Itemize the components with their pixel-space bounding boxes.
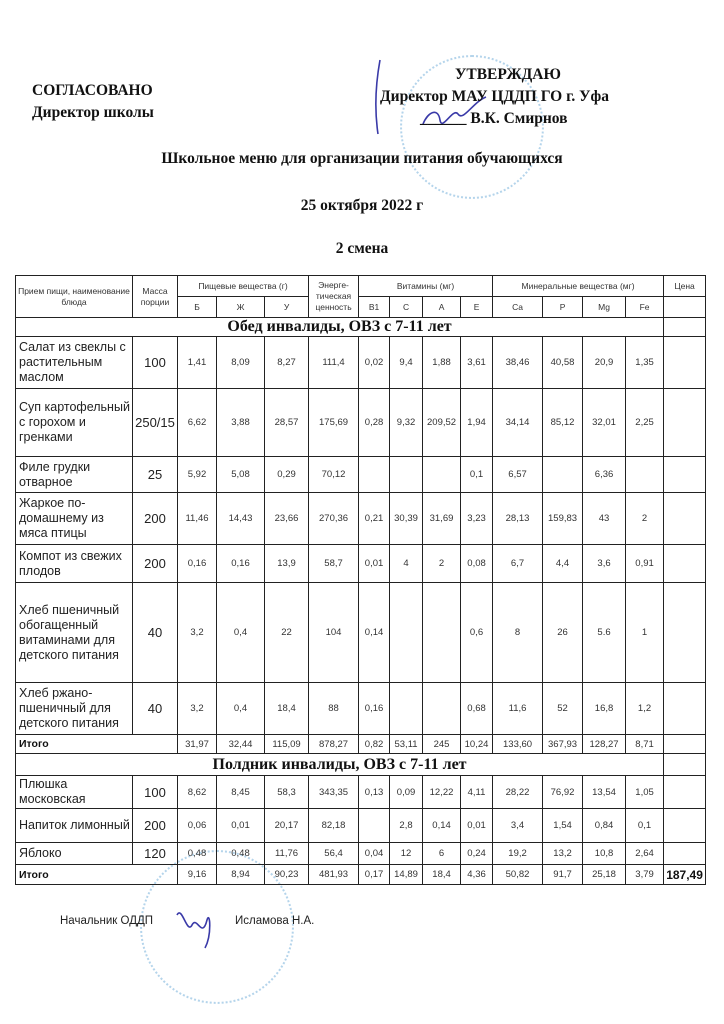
value-c: 12	[390, 843, 423, 865]
footer-position: Начальник ОДДП	[60, 915, 154, 927]
value-b1: 0,02	[359, 337, 390, 389]
dish-mass: 200	[133, 809, 178, 843]
value-c: 2,8	[390, 809, 423, 843]
value-e: 3,23	[461, 493, 493, 545]
total-e: 10,24	[461, 735, 493, 754]
value-energy: 175,69	[309, 389, 359, 457]
header-mass: Масса порции	[133, 276, 178, 318]
header-energy: Энерге-тическая ценность	[309, 276, 359, 318]
value-fe: 1,05	[626, 776, 664, 809]
value-ca: 19,2	[493, 843, 543, 865]
value-u: 22	[265, 583, 309, 683]
value-fe: 1,2	[626, 683, 664, 735]
value-b: 11,46	[178, 493, 217, 545]
value-zh: 8,09	[217, 337, 265, 389]
value-u: 58,3	[265, 776, 309, 809]
value-b: 5,92	[178, 457, 217, 493]
header-price-empty	[664, 297, 706, 318]
footer-name: Исламова Н.А.	[235, 915, 315, 927]
value-p: 85,12	[543, 389, 583, 457]
total-u: 90,23	[265, 865, 309, 885]
value-u: 11,76	[265, 843, 309, 865]
total-energy: 481,93	[309, 865, 359, 885]
value-energy: 270,36	[309, 493, 359, 545]
total-row	[16, 865, 706, 885]
value-b: 8,62	[178, 776, 217, 809]
value-u: 20,17	[265, 809, 309, 843]
total-fe: 3,79	[626, 865, 664, 885]
approval-right-position: Директор МАУ ЦДДП ГО г. Уфа	[380, 88, 610, 105]
value-fe: 0,1	[626, 809, 664, 843]
total-price: 187,49	[664, 865, 706, 885]
dish-name: Жаркое по-домашнему из мяса птицы	[16, 493, 133, 545]
value-price	[664, 776, 706, 809]
dish-mass: 200	[133, 493, 178, 545]
total-b1: 0,82	[359, 735, 390, 754]
value-ca: 28,22	[493, 776, 543, 809]
value-c	[390, 583, 423, 683]
value-p: 4,4	[543, 545, 583, 583]
total-label: Итого	[16, 865, 178, 885]
dish-name: Хлеб пшеничный обогащенный витаминами для детского питания	[16, 583, 133, 683]
value-c: 30,39	[390, 493, 423, 545]
price-cell	[664, 754, 706, 776]
section-lunch	[16, 318, 706, 754]
value-zh: 0,16	[217, 545, 265, 583]
dish-name: Напиток лимонный	[16, 809, 133, 843]
value-c: 4	[390, 545, 423, 583]
value-u: 13,9	[265, 545, 309, 583]
value-fe: 1	[626, 583, 664, 683]
total-b1: 0,17	[359, 865, 390, 885]
total-zh: 32,44	[217, 735, 265, 754]
value-p: 40,58	[543, 337, 583, 389]
value-price	[664, 389, 706, 457]
value-zh: 3,88	[217, 389, 265, 457]
dish-name: Суп картофельный с горохом и гренками	[16, 389, 133, 457]
value-price	[664, 493, 706, 545]
dish-mass: 40	[133, 583, 178, 683]
total-ca: 50,82	[493, 865, 543, 885]
value-b1: 0,28	[359, 389, 390, 457]
value-e: 0,08	[461, 545, 493, 583]
header-a: A	[423, 297, 461, 318]
value-ca: 8	[493, 583, 543, 683]
table-row	[16, 843, 706, 865]
document-title: Школьное меню для организации питания обучающихся	[161, 150, 563, 167]
approval-right-title: УТВЕРЖДАЮ	[455, 66, 561, 83]
value-u: 28,57	[265, 389, 309, 457]
header-c: C	[390, 297, 423, 318]
value-b: 6,62	[178, 389, 217, 457]
value-u: 23,66	[265, 493, 309, 545]
header-protein: Б	[178, 297, 217, 318]
value-b: 0,16	[178, 545, 217, 583]
dish-mass: 40	[133, 683, 178, 735]
value-energy: 58,7	[309, 545, 359, 583]
value-fe: 2	[626, 493, 664, 545]
value-e: 3,61	[461, 337, 493, 389]
value-e: 0,24	[461, 843, 493, 865]
value-b: 1,41	[178, 337, 217, 389]
value-e: 0,1	[461, 457, 493, 493]
total-p: 91,7	[543, 865, 583, 885]
value-e: 0,68	[461, 683, 493, 735]
value-a: 209,52	[423, 389, 461, 457]
value-energy: 111,4	[309, 337, 359, 389]
value-a	[423, 457, 461, 493]
header-meal: Прием пищи, наименование блюда	[16, 276, 133, 318]
value-fe: 2,64	[626, 843, 664, 865]
value-zh: 0,48	[217, 843, 265, 865]
value-b1: 0,21	[359, 493, 390, 545]
value-mg: 43	[583, 493, 626, 545]
total-a: 18,4	[423, 865, 461, 885]
value-energy: 82,18	[309, 809, 359, 843]
value-energy: 88	[309, 683, 359, 735]
total-fe: 8,71	[626, 735, 664, 754]
value-mg: 3,6	[583, 545, 626, 583]
value-mg: 10,8	[583, 843, 626, 865]
value-zh: 0,01	[217, 809, 265, 843]
value-p: 52	[543, 683, 583, 735]
value-c: 9,4	[390, 337, 423, 389]
approval-left-title: СОГЛАСОВАНО	[32, 82, 153, 99]
total-c: 53,11	[390, 735, 423, 754]
value-price	[664, 583, 706, 683]
total-u: 115,09	[265, 735, 309, 754]
header-price: Цена	[664, 276, 706, 297]
dish-name: Компот из свежих плодов	[16, 545, 133, 583]
value-e: 1,94	[461, 389, 493, 457]
value-a: 2	[423, 545, 461, 583]
document-shift: 2 смена	[335, 240, 389, 257]
footer-signature	[60, 915, 315, 927]
table-row	[16, 389, 706, 457]
header-nutrients: Пищевые вещества (г)	[178, 276, 309, 297]
approval-right-block	[380, 64, 680, 130]
header-mg: Mg	[583, 297, 626, 318]
header-p: P	[543, 297, 583, 318]
value-mg: 13,54	[583, 776, 626, 809]
total-zh: 8,94	[217, 865, 265, 885]
value-mg: 20,9	[583, 337, 626, 389]
value-p: 13,2	[543, 843, 583, 865]
value-energy: 104	[309, 583, 359, 683]
value-price	[664, 545, 706, 583]
total-c: 14,89	[390, 865, 423, 885]
table-row	[16, 583, 706, 683]
table-row	[16, 545, 706, 583]
table-row	[16, 776, 706, 809]
value-b1	[359, 809, 390, 843]
header-fe: Fe	[626, 297, 664, 318]
value-b: 0,06	[178, 809, 217, 843]
dish-mass: 25	[133, 457, 178, 493]
value-ca: 6,7	[493, 545, 543, 583]
value-p: 26	[543, 583, 583, 683]
total-a: 245	[423, 735, 461, 754]
value-e: 0,6	[461, 583, 493, 683]
dish-mass: 250/15	[133, 389, 178, 457]
value-energy: 70,12	[309, 457, 359, 493]
total-b: 31,97	[178, 735, 217, 754]
header-minerals: Минеральные вещества (мг)	[493, 276, 664, 297]
value-fe: 2,25	[626, 389, 664, 457]
value-fe	[626, 457, 664, 493]
value-a: 1,88	[423, 337, 461, 389]
value-zh: 0,4	[217, 583, 265, 683]
value-mg: 16,8	[583, 683, 626, 735]
value-e: 4,11	[461, 776, 493, 809]
value-e: 0,01	[461, 809, 493, 843]
value-b1: 0,13	[359, 776, 390, 809]
total-ca: 133,60	[493, 735, 543, 754]
section-title: Полдник инвалиды, ОВЗ с 7-11 лет	[16, 754, 664, 776]
total-mg: 25,18	[583, 865, 626, 885]
value-ca: 28,13	[493, 493, 543, 545]
value-b1	[359, 457, 390, 493]
value-a: 0,14	[423, 809, 461, 843]
value-zh: 14,43	[217, 493, 265, 545]
value-b1: 0,14	[359, 583, 390, 683]
signature-head-icon	[172, 900, 222, 950]
table-row	[16, 493, 706, 545]
table-row	[16, 457, 706, 493]
document-date: 25 октября 2022 г	[300, 197, 424, 214]
header-fat: Ж	[217, 297, 265, 318]
dish-name: Хлеб ржано-пшеничный для детского питания	[16, 683, 133, 735]
value-fe: 0,91	[626, 545, 664, 583]
dish-name: Филе грудки отварное	[16, 457, 133, 493]
value-a	[423, 583, 461, 683]
value-price	[664, 683, 706, 735]
value-fe: 1,35	[626, 337, 664, 389]
price-cell	[664, 318, 706, 337]
total-energy: 878,27	[309, 735, 359, 754]
value-zh: 5,08	[217, 457, 265, 493]
value-b1: 0,16	[359, 683, 390, 735]
value-ca: 3,4	[493, 809, 543, 843]
value-mg: 32,01	[583, 389, 626, 457]
value-b: 3,2	[178, 683, 217, 735]
value-energy: 56,4	[309, 843, 359, 865]
total-mg: 128,27	[583, 735, 626, 754]
value-b1: 0,04	[359, 843, 390, 865]
value-ca: 38,46	[493, 337, 543, 389]
value-energy: 343,35	[309, 776, 359, 809]
value-c	[390, 457, 423, 493]
dish-name: Плюшка московская	[16, 776, 133, 809]
dish-mass: 120	[133, 843, 178, 865]
value-p	[543, 457, 583, 493]
dish-name: Салат из свеклы с растительным маслом	[16, 337, 133, 389]
value-u: 18,4	[265, 683, 309, 735]
value-mg: 5.6	[583, 583, 626, 683]
value-price	[664, 843, 706, 865]
section-snack	[16, 754, 706, 885]
header-vitamins: Витамины (мг)	[359, 276, 493, 297]
value-a: 6	[423, 843, 461, 865]
value-c	[390, 683, 423, 735]
dish-mass: 100	[133, 776, 178, 809]
value-p: 159,83	[543, 493, 583, 545]
value-b: 0,48	[178, 843, 217, 865]
value-price	[664, 809, 706, 843]
approval-right-signature: ______ В.К. Смирнов	[420, 110, 568, 127]
value-mg: 0,84	[583, 809, 626, 843]
value-u: 8,27	[265, 337, 309, 389]
header-ca: Ca	[493, 297, 543, 318]
dish-mass: 200	[133, 545, 178, 583]
value-ca: 34,14	[493, 389, 543, 457]
total-row	[16, 735, 706, 754]
total-label: Итого	[16, 735, 178, 754]
value-c: 0,09	[390, 776, 423, 809]
total-e: 4,36	[461, 865, 493, 885]
menu-table	[15, 275, 706, 885]
table-row	[16, 337, 706, 389]
value-a: 31,69	[423, 493, 461, 545]
value-p: 1,54	[543, 809, 583, 843]
value-b1: 0,01	[359, 545, 390, 583]
table-row	[16, 809, 706, 843]
value-c: 9,32	[390, 389, 423, 457]
value-zh: 0,4	[217, 683, 265, 735]
approval-left-block	[32, 80, 154, 124]
value-b: 3,2	[178, 583, 217, 683]
total-price	[664, 735, 706, 754]
value-u: 0,29	[265, 457, 309, 493]
section-title: Обед инвалиды, ОВЗ с 7-11 лет	[16, 318, 664, 337]
value-zh: 8,45	[217, 776, 265, 809]
value-ca: 11,6	[493, 683, 543, 735]
value-price	[664, 337, 706, 389]
value-ca: 6,57	[493, 457, 543, 493]
table-row	[16, 683, 706, 735]
value-a: 12,22	[423, 776, 461, 809]
total-p: 367,93	[543, 735, 583, 754]
value-price	[664, 457, 706, 493]
header-b1: B1	[359, 297, 390, 318]
approval-left-position: Директор школы	[32, 104, 154, 121]
dish-name: Яблоко	[16, 843, 133, 865]
header-carbs: У	[265, 297, 309, 318]
value-mg: 6,36	[583, 457, 626, 493]
header-e: E	[461, 297, 493, 318]
total-b: 9,16	[178, 865, 217, 885]
value-a	[423, 683, 461, 735]
value-p: 76,92	[543, 776, 583, 809]
dish-mass: 100	[133, 337, 178, 389]
